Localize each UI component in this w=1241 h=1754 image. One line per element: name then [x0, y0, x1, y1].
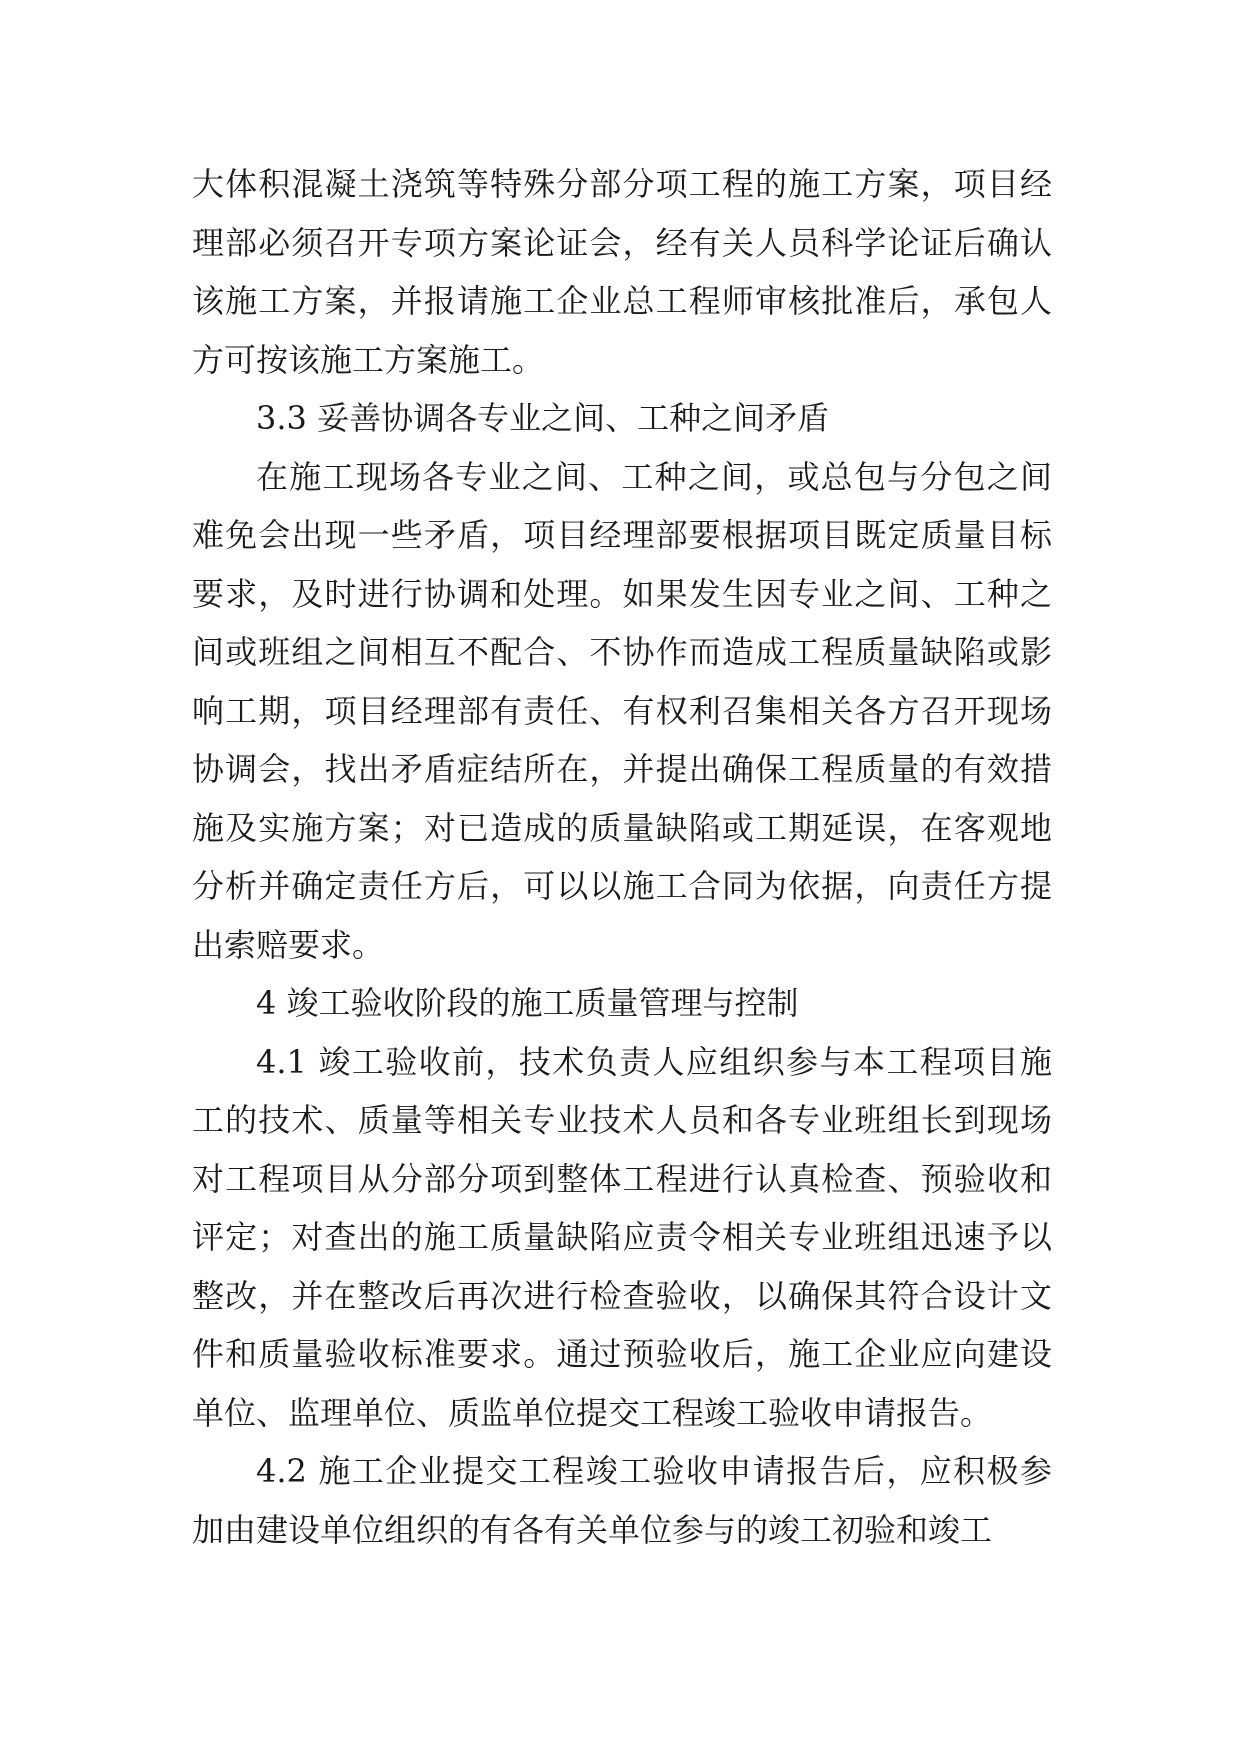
paragraph-4-2: 4.2 施工企业提交工程竣工验收申请报告后，应积极参加由建设单位组织的有各有关单位参与的竣工初验和竣工 [192, 1452, 1052, 1549]
section-heading-3-3: 3.3 妥善协调各专业之间、工种之间矛盾 [256, 399, 830, 437]
document-body [192, 155, 1052, 1559]
paragraph-coordination: 在施工现场各专业之间、工种之间，或总包与分包之间难免会出现一些矛盾，项目经理部要根据项目既定质量目标要求，及时进行协调和处理。如果发生因专业之间、工种之间或班组之间相互不配合、不协作而造成工程质量缺陷或影响工期，项目经理部有责任、有权利召集相关各方召开现场协调会，找出矛盾症结所在，并提出确保工程质量的有效措施及实施方案；对已造成的质量缺陷或工期延误，在客观地分析并确定责任方后，可以以施工合同为依据，向责任方提出索赔要求。 [192, 457, 1052, 964]
paragraph-4-1: 4.1 竣工验收前，技术负责人应组织参与本工程项目施工的技术、质量等相关专业技术人员和各专业班组长到现场对工程项目从分部分项到整体工程进行认真检查、预验收和评定；对查出的施工质量缺陷应责令相关专业班组迅速予以整改，并在整改后再次进行检查验收，以确保其符合设计文件和质量验收标准要求。通过预验收后，施工企业应向建设单位、监理单位、质监单位提交工程竣工验收申请报告。 [192, 1042, 1052, 1432]
section-heading-4: 4 竣工验收阶段的施工质量管理与控制 [256, 984, 799, 1022]
paragraph-construction-plan: 大体积混凝土浇筑等特殊分部分项工程的施工方案，项目经理部必须召开专项方案论证会，经有关人员科学论证后确认该施工方案，并报请施工企业总工程师审核批准后，承包人方可按该施工方案施工。 [192, 165, 1052, 379]
